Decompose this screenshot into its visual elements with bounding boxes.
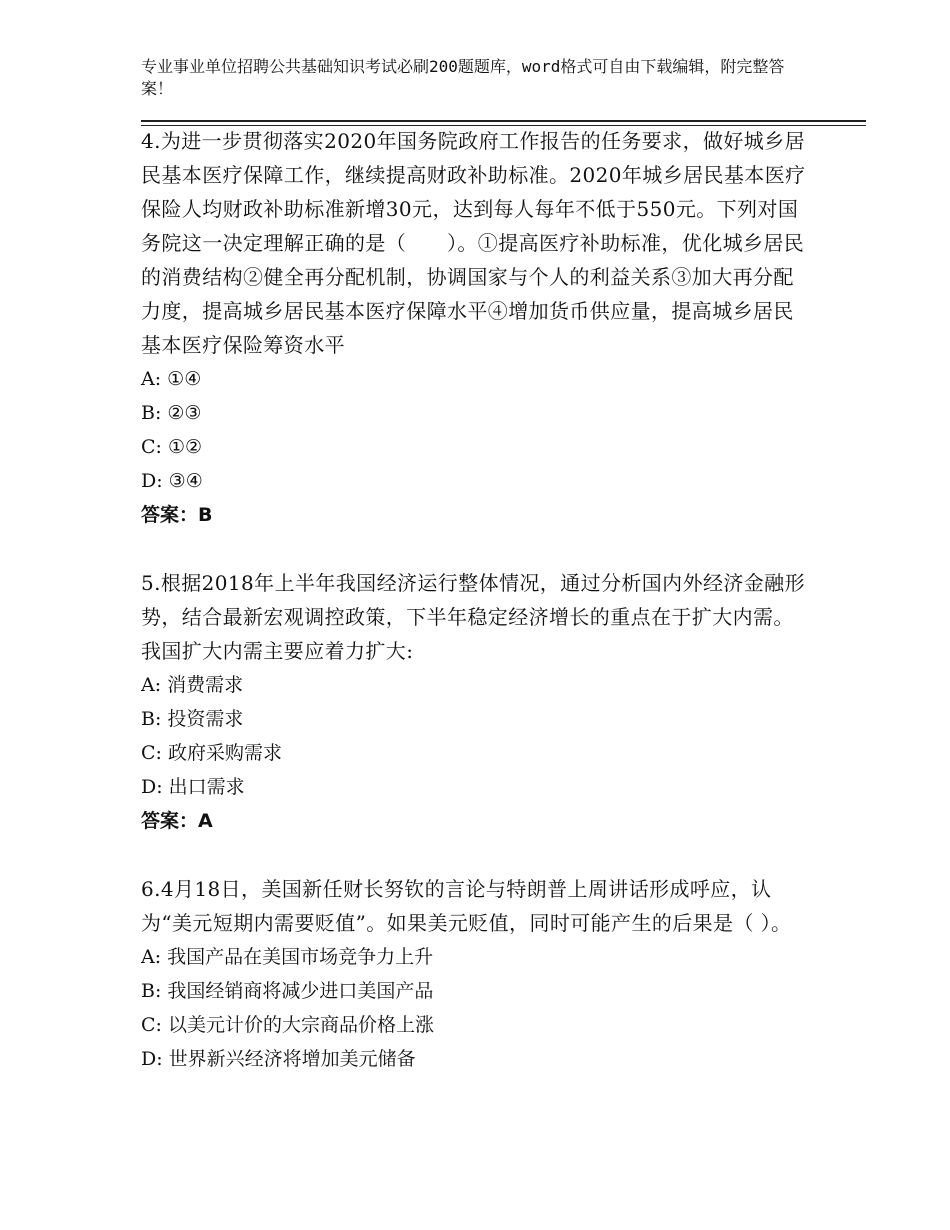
option-a: A: 消费需求 (141, 674, 244, 696)
spacer (141, 838, 811, 872)
option-d: D: 世界新兴经济将增加美元储备 (141, 1048, 416, 1070)
question-stem: 5.根据2018年上半年我国经济运行整体情况，通过分析国内外经济金融形势，结合最新宏观调控政策，下半年稳定经济增长的重点在于扩大内需。我国扩大内需主要应着力扩大: (141, 571, 805, 663)
option-b: B: 我国经销商将减少进口美国产品 (141, 980, 434, 1002)
header-rule-thick (141, 120, 866, 122)
answer: 答案：B (141, 504, 213, 526)
option-c: C: 以美元计价的大宗商品价格上涨 (141, 1014, 434, 1036)
option-b: B: 投资需求 (141, 708, 244, 730)
option-d: D: 出口需求 (141, 776, 245, 798)
page-header: 专业事业单位招聘公共基础知识考试必刷200题题库，word格式可自由下载编辑，附完整答案！ (141, 57, 785, 98)
option-a: A: ①④ (141, 368, 202, 390)
question-list (141, 124, 811, 1076)
question-stem: 6.4月18日，美国新任财长努钦的言论与特朗普上周讲话形成呼应，认为“美元短期内需要贬值”。如果美元贬值，同时可能产生的后果是（ ）。 (141, 877, 792, 935)
question-6 (141, 872, 811, 1076)
answer: 答案：A (141, 810, 213, 832)
option-c: C: ①② (141, 436, 203, 458)
question-stem: 4.为进一步贯彻落实2020年国务院政府工作报告的任务要求，做好城乡居民基本医疗保障工作，继续提高财政补助标准。2020年城乡居民基本医疗保险人均财政补助标准新增30元，达到每人每年不低于550元。下列对国务院这一决定理解正确的是（ ）。①提高医疗补助标准，优化城乡居民的消费结构②健全再分配机制，协调国家与个人的利益关系③加大再分配力度，提高城乡居民基本医疗保障水平④增加货币供应量，提高城乡居民基本医疗保险筹资水平 (141, 129, 806, 357)
option-a: A: 我国产品在美国市场竞争力上升 (141, 946, 434, 968)
option-d: D: ③④ (141, 470, 203, 492)
question-5 (141, 566, 811, 838)
question-4 (141, 124, 811, 532)
option-b: B: ②③ (141, 402, 202, 424)
spacer (141, 532, 811, 566)
option-c: C: 政府采购需求 (141, 742, 282, 764)
